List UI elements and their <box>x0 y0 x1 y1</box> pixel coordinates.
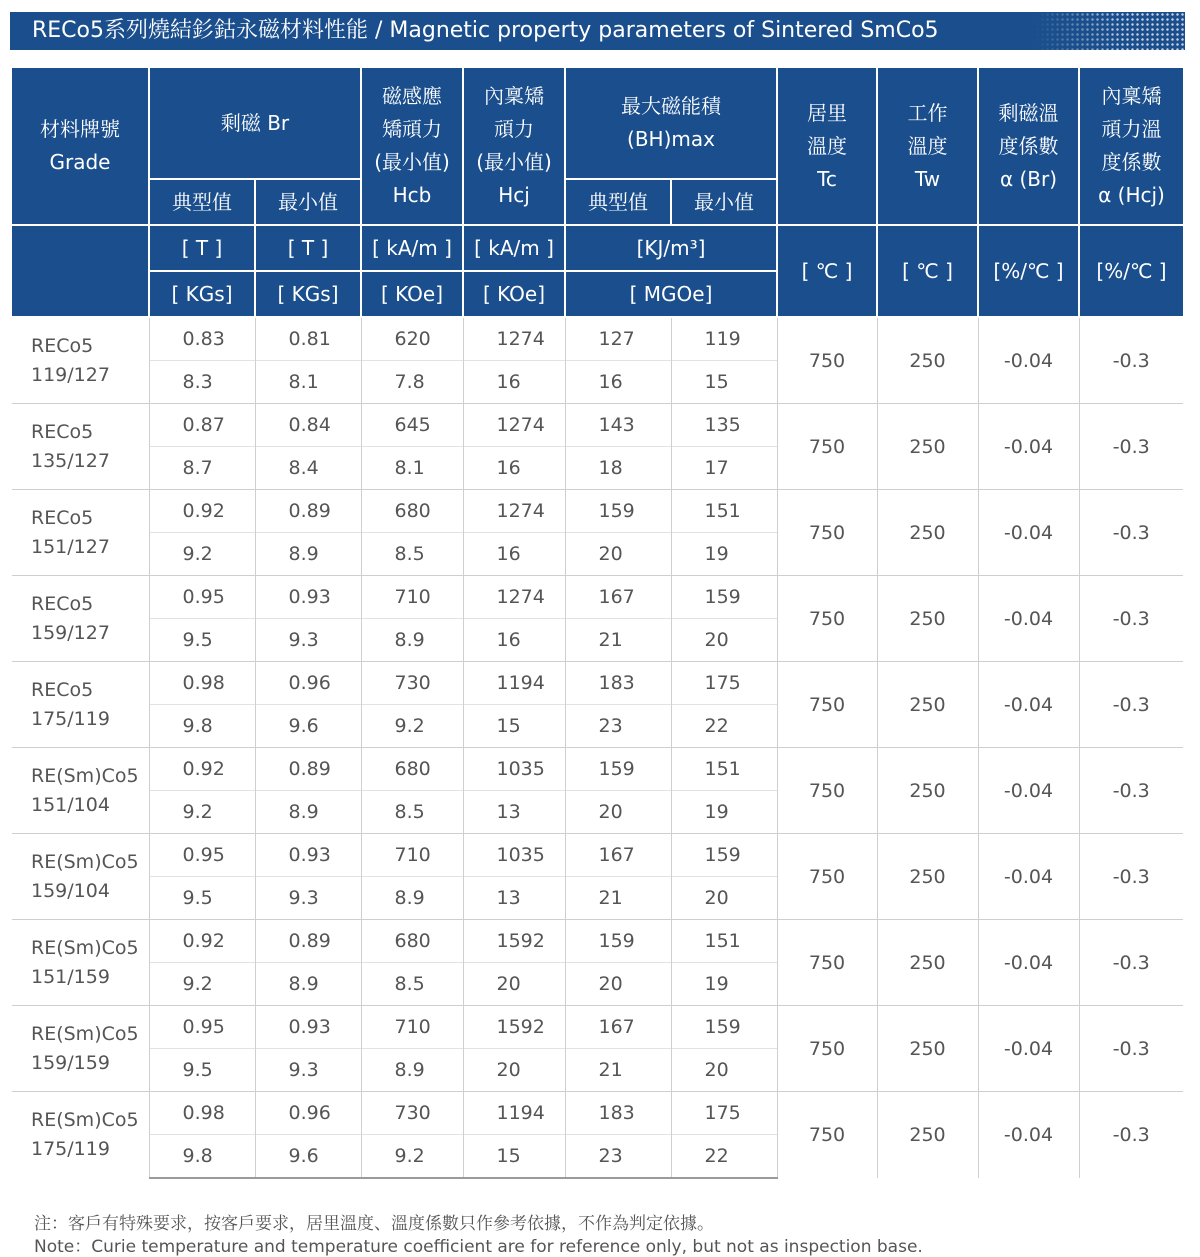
table-row <box>12 662 1183 705</box>
si-value-cell: 645 <box>361 404 463 447</box>
unit-br-min-cgs: [ KGs] <box>255 271 361 317</box>
ahcj-cell: -0.3 <box>1079 834 1183 920</box>
unit-br-typ-cgs: [ KGs] <box>149 271 255 317</box>
tc-cell: 750 <box>777 404 877 490</box>
si-value-cell: 680 <box>361 920 463 963</box>
ahcj-cell: -0.3 <box>1079 576 1183 662</box>
ahcj-cell: -0.3 <box>1079 748 1183 834</box>
si-value-cell: 0.96 <box>255 662 361 705</box>
si-value-cell: 143 <box>565 404 671 447</box>
abr-cell: -0.04 <box>978 662 1079 748</box>
tc-cell: 750 <box>777 920 877 1006</box>
table-row <box>12 748 1183 791</box>
abr-cell: -0.04 <box>978 490 1079 576</box>
grade-cell: RECo5 135/127 <box>12 404 149 490</box>
table-row <box>12 920 1183 963</box>
ahcj-cell: -0.3 <box>1079 490 1183 576</box>
cgs-value-cell: 9.3 <box>255 1049 361 1092</box>
grade-cell: RE(Sm)Co5 175/119 <box>12 1092 149 1179</box>
unit-hcj-cgs: [ KOe] <box>463 271 565 317</box>
tw-cell: 250 <box>877 1006 978 1092</box>
si-value-cell: 1035 <box>463 748 565 791</box>
si-value-cell: 730 <box>361 1092 463 1135</box>
si-value-cell: 710 <box>361 1006 463 1049</box>
abr-cell: -0.04 <box>978 920 1079 1006</box>
hcj-header: 內稟矯 頑力 (最小值) Hcj <box>463 68 565 225</box>
si-value-cell: 0.93 <box>255 576 361 619</box>
tc-cell: 750 <box>777 834 877 920</box>
si-value-cell: 183 <box>565 1092 671 1135</box>
table-row <box>12 576 1183 619</box>
unit-blank <box>12 225 149 317</box>
cgs-value-cell: 20 <box>463 963 565 1006</box>
cgs-value-cell: 7.8 <box>361 361 463 404</box>
table-row <box>12 490 1183 533</box>
cgs-value-cell: 15 <box>671 361 777 404</box>
cgs-value-cell: 19 <box>671 963 777 1006</box>
si-value-cell: 127 <box>565 317 671 361</box>
cgs-value-cell: 20 <box>565 963 671 1006</box>
cgs-value-cell: 22 <box>671 1135 777 1179</box>
cgs-value-cell: 17 <box>671 447 777 490</box>
cgs-value-cell: 9.3 <box>255 619 361 662</box>
si-value-cell: 167 <box>565 1006 671 1049</box>
grade-header: 材料牌號 Grade <box>12 68 149 225</box>
ahcj-cell: -0.3 <box>1079 1092 1183 1179</box>
br-typical-header: 典型值 <box>149 179 255 225</box>
tc-cell: 750 <box>777 317 877 404</box>
cgs-value-cell: 16 <box>463 447 565 490</box>
tw-cell: 250 <box>877 490 978 576</box>
br-minimum-header: 最小值 <box>255 179 361 225</box>
unit-abr: [%/℃ ] <box>978 225 1079 317</box>
tc-cell: 750 <box>777 576 877 662</box>
si-value-cell: 1274 <box>463 576 565 619</box>
cgs-value-cell: 8.7 <box>149 447 255 490</box>
table-row <box>12 1092 1183 1135</box>
ahcj-cell: -0.3 <box>1079 920 1183 1006</box>
si-value-cell: 1035 <box>463 834 565 877</box>
page-title: RECo5系列燒結釤鈷永磁材料性能 / Magnetic property parameters of Sintered SmCo5 <box>32 18 939 43</box>
cgs-value-cell: 8.4 <box>255 447 361 490</box>
cgs-value-cell: 13 <box>463 877 565 920</box>
cgs-value-cell: 9.5 <box>149 877 255 920</box>
cgs-value-cell: 19 <box>671 533 777 576</box>
tc-header: 居里 溫度 Tc <box>777 68 877 225</box>
tw-cell: 250 <box>877 576 978 662</box>
bhmax-typical-header: 典型值 <box>565 179 671 225</box>
cgs-value-cell: 9.2 <box>149 963 255 1006</box>
ahcj-cell: -0.3 <box>1079 404 1183 490</box>
unit-bhmax-si: [KJ/m³] <box>565 225 777 271</box>
cgs-value-cell: 8.1 <box>255 361 361 404</box>
grade-cell: RECo5 175/119 <box>12 662 149 748</box>
cgs-value-cell: 8.9 <box>361 877 463 920</box>
cgs-value-cell: 22 <box>671 705 777 748</box>
cgs-value-cell: 20 <box>671 619 777 662</box>
si-value-cell: 0.95 <box>149 834 255 877</box>
si-value-cell: 0.98 <box>149 1092 255 1135</box>
ahcj-cell: -0.3 <box>1079 662 1183 748</box>
cgs-value-cell: 19 <box>671 791 777 834</box>
abr-cell: -0.04 <box>978 1006 1079 1092</box>
note-chinese: 注：客戶有特殊要求，按客戶要求，居里溫度、溫度係數只作參考依據，不作為判定依據。 <box>34 1214 714 1234</box>
cgs-value-cell: 15 <box>463 1135 565 1179</box>
si-value-cell: 0.92 <box>149 920 255 963</box>
cgs-value-cell: 16 <box>463 619 565 662</box>
si-value-cell: 680 <box>361 748 463 791</box>
tw-cell: 250 <box>877 404 978 490</box>
si-value-cell: 710 <box>361 576 463 619</box>
tc-cell: 750 <box>777 1006 877 1092</box>
si-value-cell: 0.95 <box>149 576 255 619</box>
si-value-cell: 620 <box>361 317 463 361</box>
si-value-cell: 159 <box>565 490 671 533</box>
si-value-cell: 0.92 <box>149 748 255 791</box>
unit-hcb-cgs: [ KOe] <box>361 271 463 317</box>
cgs-value-cell: 8.9 <box>361 1049 463 1092</box>
cgs-value-cell: 8.1 <box>361 447 463 490</box>
tw-cell: 250 <box>877 1092 978 1179</box>
si-value-cell: 0.96 <box>255 1092 361 1135</box>
grade-cell: RECo5 159/127 <box>12 576 149 662</box>
si-value-cell: 135 <box>671 404 777 447</box>
unit-br-min-si: [ T ] <box>255 225 361 271</box>
unit-hcb-si: [ kA/m ] <box>361 225 463 271</box>
cgs-value-cell: 23 <box>565 705 671 748</box>
si-value-cell: 1592 <box>463 920 565 963</box>
dot-pattern-decoration <box>1035 12 1185 50</box>
cgs-value-cell: 16 <box>565 361 671 404</box>
si-value-cell: 0.81 <box>255 317 361 361</box>
cgs-value-cell: 20 <box>671 1049 777 1092</box>
si-value-cell: 0.98 <box>149 662 255 705</box>
si-value-cell: 183 <box>565 662 671 705</box>
bhmax-header: 最大磁能積 (BH)max <box>565 68 777 179</box>
br-header: 剩磁 Br <box>149 68 361 179</box>
grade-cell: RE(Sm)Co5 159/159 <box>12 1006 149 1092</box>
table-row <box>12 1006 1183 1049</box>
si-value-cell: 0.89 <box>255 490 361 533</box>
si-value-cell: 1194 <box>463 1092 565 1135</box>
unit-tc: [ ℃ ] <box>777 225 877 317</box>
si-value-cell: 151 <box>671 748 777 791</box>
ahcj-cell: -0.3 <box>1079 317 1183 404</box>
cgs-value-cell: 9.3 <box>255 877 361 920</box>
tc-cell: 750 <box>777 748 877 834</box>
cgs-value-cell: 21 <box>565 619 671 662</box>
tw-cell: 250 <box>877 834 978 920</box>
abr-cell: -0.04 <box>978 748 1079 834</box>
si-value-cell: 1194 <box>463 662 565 705</box>
cgs-value-cell: 9.5 <box>149 1049 255 1092</box>
si-value-cell: 1592 <box>463 1006 565 1049</box>
si-value-cell: 119 <box>671 317 777 361</box>
cgs-value-cell: 8.9 <box>255 533 361 576</box>
si-value-cell: 0.92 <box>149 490 255 533</box>
ahcj-header: 內稟矯 頑力溫 度係數 α (Hcj) <box>1079 68 1183 225</box>
si-value-cell: 0.89 <box>255 920 361 963</box>
cgs-value-cell: 8.5 <box>361 533 463 576</box>
si-value-cell: 0.83 <box>149 317 255 361</box>
si-value-cell: 0.93 <box>255 1006 361 1049</box>
table-row <box>12 317 1183 361</box>
si-value-cell: 159 <box>671 576 777 619</box>
si-value-cell: 151 <box>671 490 777 533</box>
unit-ahcj: [%/℃ ] <box>1079 225 1183 317</box>
abr-header: 剩磁溫 度係數 α (Br) <box>978 68 1079 225</box>
cgs-value-cell: 9.8 <box>149 1135 255 1179</box>
si-value-cell: 710 <box>361 834 463 877</box>
si-value-cell: 1274 <box>463 404 565 447</box>
si-value-cell: 0.89 <box>255 748 361 791</box>
abr-cell: -0.04 <box>978 404 1079 490</box>
tw-cell: 250 <box>877 748 978 834</box>
bhmax-minimum-header: 最小值 <box>671 179 777 225</box>
si-value-cell: 1274 <box>463 317 565 361</box>
magnetic-properties-table <box>12 68 1183 1179</box>
si-value-cell: 680 <box>361 490 463 533</box>
grade-cell: RE(Sm)Co5 151/159 <box>12 920 149 1006</box>
si-value-cell: 1274 <box>463 490 565 533</box>
cgs-value-cell: 20 <box>565 791 671 834</box>
tc-cell: 750 <box>777 490 877 576</box>
tw-cell: 250 <box>877 662 978 748</box>
cgs-value-cell: 8.5 <box>361 791 463 834</box>
cgs-value-cell: 8.9 <box>255 791 361 834</box>
cgs-value-cell: 9.5 <box>149 619 255 662</box>
cgs-value-cell: 9.2 <box>149 533 255 576</box>
unit-br-typ-si: [ T ] <box>149 225 255 271</box>
cgs-value-cell: 8.5 <box>361 963 463 1006</box>
cgs-value-cell: 18 <box>565 447 671 490</box>
grade-cell: RECo5 151/127 <box>12 490 149 576</box>
cgs-value-cell: 16 <box>463 361 565 404</box>
cgs-value-cell: 20 <box>671 877 777 920</box>
unit-bhmax-cgs: [ MGOe] <box>565 271 777 317</box>
si-value-cell: 167 <box>565 576 671 619</box>
cgs-value-cell: 20 <box>565 533 671 576</box>
si-value-cell: 159 <box>671 1006 777 1049</box>
cgs-value-cell: 15 <box>463 705 565 748</box>
unit-tw: [ ℃ ] <box>877 225 978 317</box>
grade-cell: RE(Sm)Co5 151/104 <box>12 748 149 834</box>
cgs-value-cell: 20 <box>463 1049 565 1092</box>
si-value-cell: 175 <box>671 662 777 705</box>
cgs-value-cell: 16 <box>463 533 565 576</box>
unit-hcj-si: [ kA/m ] <box>463 225 565 271</box>
table-row <box>12 834 1183 877</box>
cgs-value-cell: 8.9 <box>255 963 361 1006</box>
si-value-cell: 175 <box>671 1092 777 1135</box>
abr-cell: -0.04 <box>978 317 1079 404</box>
grade-cell: RECo5 119/127 <box>12 317 149 404</box>
cgs-value-cell: 21 <box>565 877 671 920</box>
si-value-cell: 0.84 <box>255 404 361 447</box>
note-english: Note：Curie temperature and temperature coefficient are for reference only, but not as inspection base. <box>34 1237 923 1257</box>
grade-cell: RE(Sm)Co5 159/104 <box>12 834 149 920</box>
cgs-value-cell: 9.6 <box>255 1135 361 1179</box>
abr-cell: -0.04 <box>978 834 1079 920</box>
abr-cell: -0.04 <box>978 1092 1079 1179</box>
table-row <box>12 404 1183 447</box>
tc-cell: 750 <box>777 662 877 748</box>
ahcj-cell: -0.3 <box>1079 1006 1183 1092</box>
cgs-value-cell: 8.9 <box>361 619 463 662</box>
title-bar <box>10 12 1185 50</box>
cgs-value-cell: 9.8 <box>149 705 255 748</box>
si-value-cell: 730 <box>361 662 463 705</box>
si-value-cell: 151 <box>671 920 777 963</box>
cgs-value-cell: 8.3 <box>149 361 255 404</box>
tw-header: 工作 溫度 Tw <box>877 68 978 225</box>
cgs-value-cell: 9.2 <box>361 705 463 748</box>
cgs-value-cell: 9.6 <box>255 705 361 748</box>
si-value-cell: 0.95 <box>149 1006 255 1049</box>
hcb-header: 磁感應 矯頑力 (最小值) Hcb <box>361 68 463 225</box>
si-value-cell: 0.87 <box>149 404 255 447</box>
si-value-cell: 159 <box>565 748 671 791</box>
si-value-cell: 159 <box>565 920 671 963</box>
cgs-value-cell: 21 <box>565 1049 671 1092</box>
cgs-value-cell: 13 <box>463 791 565 834</box>
tc-cell: 750 <box>777 1092 877 1179</box>
tw-cell: 250 <box>877 920 978 1006</box>
table-body <box>12 317 1183 1178</box>
si-value-cell: 0.93 <box>255 834 361 877</box>
cgs-value-cell: 23 <box>565 1135 671 1179</box>
tw-cell: 250 <box>877 317 978 404</box>
cgs-value-cell: 9.2 <box>361 1135 463 1179</box>
abr-cell: -0.04 <box>978 576 1079 662</box>
si-value-cell: 159 <box>671 834 777 877</box>
si-value-cell: 167 <box>565 834 671 877</box>
cgs-value-cell: 9.2 <box>149 791 255 834</box>
